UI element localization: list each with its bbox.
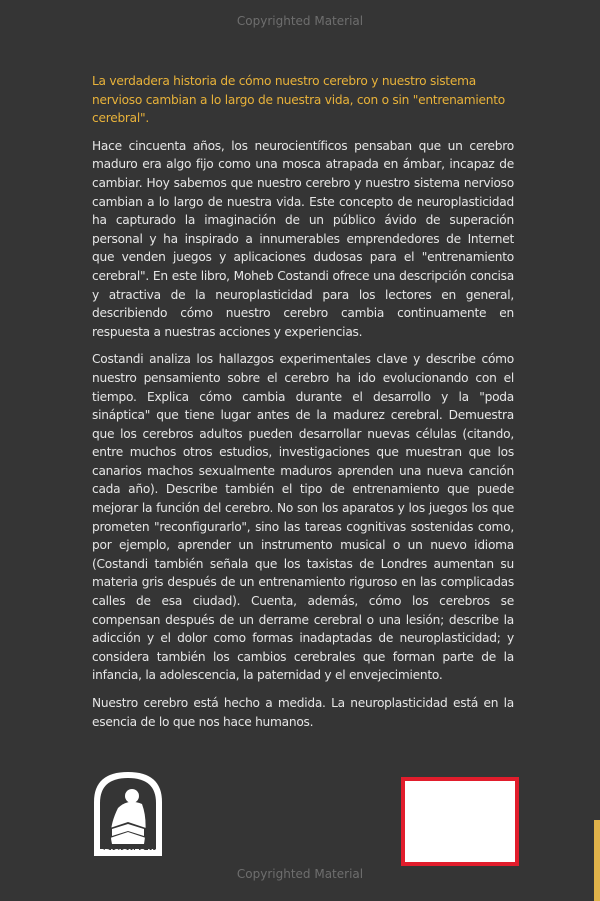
- barcode-placeholder: [401, 777, 519, 866]
- paragraph-3: Nuestro cerebro está hecho a medida. La neuroplasticidad está en la esencia de lo que nos hace humanos.: [92, 696, 514, 729]
- paragraph-1: Hace cincuenta años, los neurocientíficos pensaban que un cerebro maduro era algo fijo como una mosca atrapada en ámbar, incapaz de cambiar. Hoy sabemos que nuestro cerebro y nuestro sistema nervioso cambian a lo largo de nuestra vida. Este concepto de neuroplasticidad ha capturado la imaginación de un público ávido de superación personal y ha inspirado a innumerables emprendedores de Internet que venden juegos y aplicaciones dudosas para el "entrenamiento cerebral". En este libro, Moheb Costandi ofrece una descripción concisa y atractiva de la neuroplasticidad para los lectores en general, describiendo cómo nuestro cerebro cambia continuamente en respuesta a nuestras acciones y experiencias.: [92, 138, 514, 339]
- paragraph-2: Costandi analiza los hallazgos experimentales clave y describe cómo nuestro pensamiento sobre el cerebro ha ido evolucionando con el tiempo. Explica cómo cambia durante el desarrollo y la "poda sináptica" que tiene lugar antes de la madurez cerebral. Demuestra que los cerebros adultos pueden desarrollar nuevas células (citando, entre muchos otros estudios, investigaciones que muestran que los canarios machos sexualmente maduros aprenden una nueva canción cada año). Describe también el tipo de entrenamiento que puede mejorar la función del cerebro. No son los aparatos y los juegos los que prometen "reconfigurarlo", sino las tareas cognitivas sostenidas como, por ejemplo, aprender un instrumento musical o un nuevo idioma (Costandi también señala que los taxistas de Londres aumentan su materia gris después de un entrenamiento riguroso en las complicadas calles de esa ciudad). Cuenta, además, cómo los cerebros se compensan después de un derrame cerebral o una lesión; describe la adicción y el dolor como formas inadaptadas de neuroplasticidad; y considera también los cambios cerebrales que forman parte de la infancia, la adolescencia, la paternidad y el envejecimiento.: [92, 352, 514, 683]
- watermark-top: Copyrighted Material: [236, 14, 364, 28]
- ediciones-uc-logo-icon: [88, 768, 168, 860]
- back-cover-text: [92, 72, 514, 731]
- publisher-name: EDICIONES UC: [98, 848, 160, 857]
- edge-strip: [594, 820, 600, 901]
- tagline: La verdadera historia de cómo nuestro cerebro y nuestro sistema nervioso cambian a lo largo de nuestra vida, con o sin "entrenamiento cerebral".: [92, 74, 505, 126]
- watermark-bottom: Copyrighted Material: [236, 867, 364, 881]
